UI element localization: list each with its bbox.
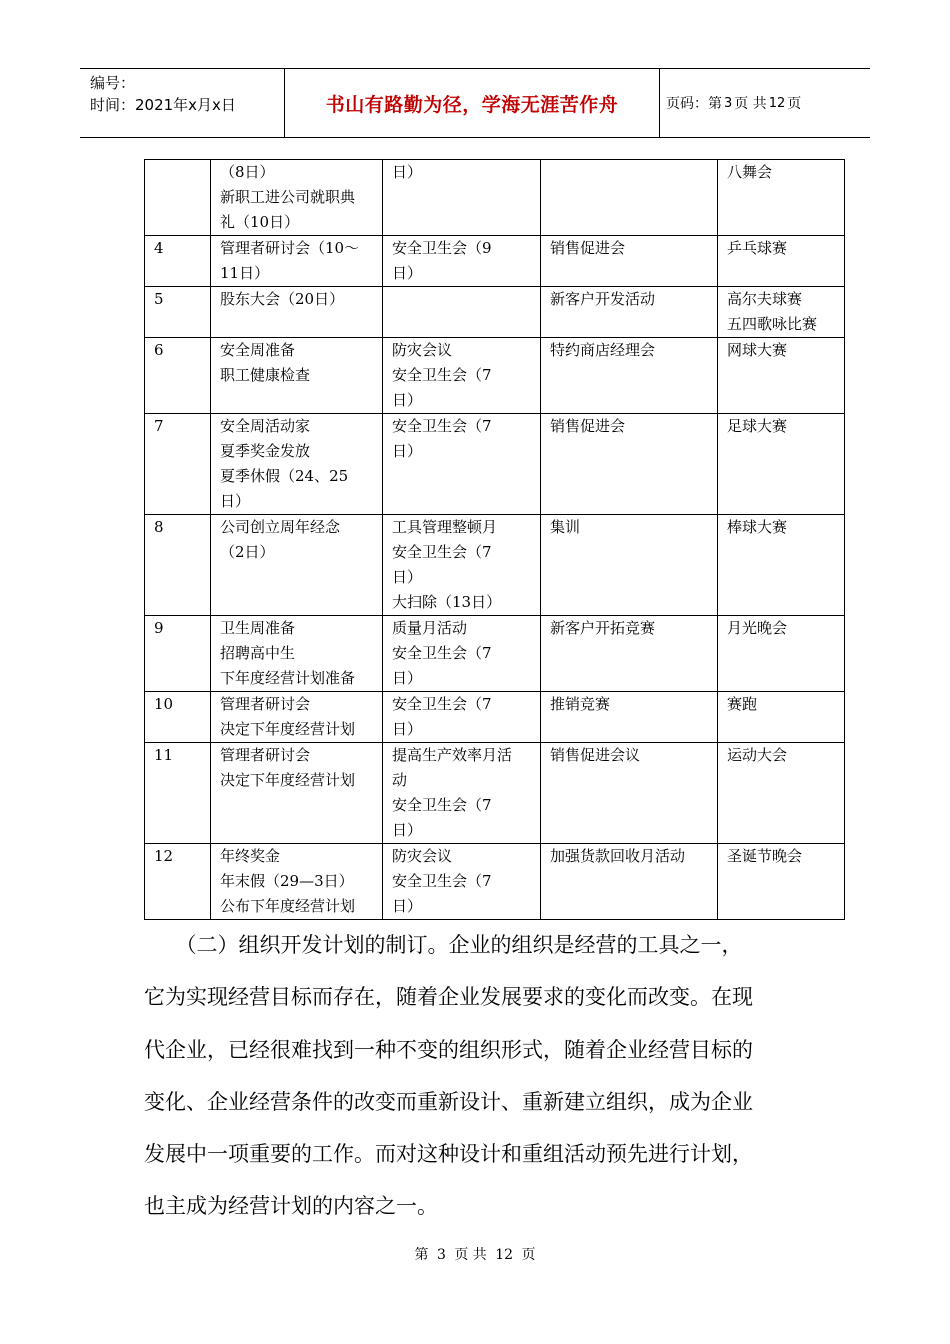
recreation-events-cell: [718, 287, 845, 338]
cell-line: 日）: [392, 391, 423, 409]
table-row: [145, 414, 845, 515]
cell-line: 工具管理整顿月: [392, 518, 498, 536]
cell-line: 月光晚会: [727, 619, 788, 637]
cell-line: 安全卫生会（7: [392, 644, 492, 662]
cell-line: 棒球大赛: [727, 518, 788, 536]
table-row: [145, 616, 845, 692]
cell-line: 日）: [392, 821, 423, 839]
table-body: [145, 160, 845, 920]
cell-line: 高尔夫球赛: [727, 290, 803, 308]
recreation-events-cell: [718, 515, 845, 616]
cell-line: （8日）: [220, 163, 275, 181]
recreation-events-cell: [718, 414, 845, 515]
cell-line: 年末假（29—3日）: [220, 872, 354, 890]
company-events-cell: [211, 160, 383, 236]
cell-line: 安全卫生会（7: [392, 366, 492, 384]
footer-suffix: 页: [521, 1247, 536, 1263]
cell-line: 加强货款回收月活动: [550, 847, 686, 865]
cell-line: 管理者研讨会（10～: [220, 239, 360, 257]
cell-line: 推销竞赛: [550, 695, 611, 713]
month-cell: 10: [145, 692, 211, 743]
table-row: [145, 515, 845, 616]
cell-line: 日）: [392, 264, 423, 282]
cell-line: 年终奖金: [220, 847, 281, 865]
cell-line: 股东大会（20日）: [220, 290, 345, 308]
cell-line: 防灾会议: [392, 341, 453, 359]
safety-events-cell: [383, 844, 541, 920]
cell-line: 安全卫生会（7: [392, 872, 492, 890]
safety-events-cell: [383, 692, 541, 743]
company-events-cell: [211, 844, 383, 920]
safety-events-cell: [383, 236, 541, 287]
company-events-cell: [211, 743, 383, 844]
safety-events-cell: [383, 287, 541, 338]
cell-line: 安全周活动家: [220, 417, 311, 435]
company-events-cell: [211, 616, 383, 692]
cell-line: 日）: [392, 720, 423, 738]
paragraph-line: 发展中一项重要的工作。而对这种设计和重组活动预先进行计划，: [144, 1142, 753, 1167]
page-total: 12: [768, 95, 786, 111]
sales-events-cell: [541, 743, 718, 844]
table-row: [145, 160, 845, 236]
cell-line: 销售促进会: [550, 417, 626, 435]
footer-total: 12: [495, 1247, 514, 1263]
paragraph-line: （二）组织开发计划的制订。企业的组织是经营的工具之一，: [144, 933, 743, 957]
header-page-info: [666, 69, 801, 137]
table-row: [145, 844, 845, 920]
cell-line: 日）: [392, 669, 423, 687]
recreation-events-cell: [718, 236, 845, 287]
table-row: [145, 338, 845, 414]
cell-line: 下年度经营计划准备: [220, 669, 356, 687]
page-footer: [0, 1244, 950, 1264]
safety-events-cell: [383, 414, 541, 515]
cell-line: 公布下年度经营计划: [220, 897, 356, 915]
cell-line: 销售促进会: [550, 239, 626, 257]
cell-line: 日）: [220, 492, 251, 510]
cell-line: 日）: [392, 442, 423, 460]
page-current: 3: [724, 95, 733, 111]
cell-line: 特约商店经理会: [550, 341, 656, 359]
safety-events-cell: [383, 160, 541, 236]
company-events-cell: [211, 287, 383, 338]
cell-line: 11日）: [220, 264, 270, 282]
safety-events-cell: [383, 616, 541, 692]
cell-line: 职工健康检查: [220, 366, 311, 384]
cell-line: 安全卫生会（7: [392, 417, 492, 435]
cell-line: 圣诞节晚会: [727, 847, 803, 865]
sales-events-cell: [541, 844, 718, 920]
company-events-cell: [211, 338, 383, 414]
page-suffix: 页: [787, 96, 802, 112]
cell-line: 网球大赛: [727, 341, 788, 359]
paragraph-line: 代企业，已经很难找到一种不变的组织形式，随着企业经营目标的: [144, 1037, 753, 1062]
paragraph-line: 它为实现经营目标而存在，随着企业发展要求的变化而改变。在现: [144, 985, 753, 1010]
header-motto-cell: [284, 69, 660, 137]
month-cell: 4: [145, 236, 211, 287]
footer-mid: 页 共: [454, 1247, 487, 1263]
paragraph-line: 也主成为经营计划的内容之一。: [144, 1194, 438, 1219]
cell-line: 安全卫生会（9: [392, 239, 492, 257]
cell-line: 决定下年度经营计划: [220, 771, 356, 789]
cell-line: 日）: [392, 897, 423, 915]
page-header: [80, 68, 870, 138]
cell-line: 日）: [392, 163, 423, 181]
company-events-cell: [211, 236, 383, 287]
cell-line: 安全卫生会（7: [392, 695, 492, 713]
cell-line: 五四歌咏比赛: [727, 315, 818, 333]
header-meta: [90, 72, 286, 134]
month-cell: 5: [145, 287, 211, 338]
sales-events-cell: [541, 338, 718, 414]
recreation-events-cell: [718, 338, 845, 414]
cell-line: 日）: [392, 568, 423, 586]
cell-line: 防灾会议: [392, 847, 453, 865]
header-motto: 书山有路勤为径，学海无涯苦作舟: [325, 93, 619, 116]
annual-plan-table: [144, 159, 845, 920]
safety-events-cell: [383, 338, 541, 414]
safety-events-cell: [383, 743, 541, 844]
table-row: [145, 743, 845, 844]
table-row: [145, 236, 845, 287]
cell-line: 销售促进会议: [550, 746, 641, 764]
month-cell: 11: [145, 743, 211, 844]
recreation-events-cell: [718, 743, 845, 844]
month-cell: 9: [145, 616, 211, 692]
sales-events-cell: [541, 287, 718, 338]
sales-events-cell: [541, 236, 718, 287]
cell-line: 提高生产效率月活: [392, 746, 513, 764]
cell-line: 八舞会: [727, 163, 773, 181]
sales-events-cell: [541, 160, 718, 236]
cell-line: 安全周准备: [220, 341, 296, 359]
cell-line: 运动大会: [727, 746, 788, 764]
footer-prefix: 第: [414, 1247, 429, 1263]
sales-events-cell: [541, 414, 718, 515]
cell-line: 安全卫生会（7: [392, 796, 492, 814]
cell-line: 招聘高中生: [220, 644, 296, 662]
page-prefix: 页码：第: [666, 96, 722, 112]
cell-line: 新客户开发活动: [550, 290, 656, 308]
body-paragraph: [144, 919, 794, 1233]
cell-line: 动: [392, 771, 408, 789]
date-label: 时间：2021年x月x日: [90, 96, 236, 114]
company-events-cell: [211, 414, 383, 515]
recreation-events-cell: [718, 160, 845, 236]
cell-line: 公司创立周年经念: [220, 518, 341, 536]
number-label: 编号：: [90, 74, 136, 92]
cell-line: 决定下年度经营计划: [220, 720, 356, 738]
cell-line: 新客户开拓竞赛: [550, 619, 656, 637]
footer-current: 3: [436, 1247, 446, 1263]
company-events-cell: [211, 692, 383, 743]
table-row: [145, 287, 845, 338]
recreation-events-cell: [718, 616, 845, 692]
cell-line: （2日）: [220, 543, 275, 561]
table-row: [145, 692, 845, 743]
cell-line: 新职工进公司就职典: [220, 188, 356, 206]
cell-line: 安全卫生会（7: [392, 543, 492, 561]
company-events-cell: [211, 515, 383, 616]
sales-events-cell: [541, 515, 718, 616]
month-cell: 6: [145, 338, 211, 414]
sales-events-cell: [541, 616, 718, 692]
cell-line: 赛跑: [727, 695, 758, 713]
cell-line: 质量月活动: [392, 619, 468, 637]
month-cell: [145, 160, 211, 236]
cell-line: 足球大赛: [727, 417, 788, 435]
cell-line: 管理者研讨会: [220, 695, 311, 713]
paragraph-line: 变化、企业经营条件的改变而重新设计、重新建立组织，成为企业: [144, 1089, 753, 1114]
cell-line: 卫生周准备: [220, 619, 296, 637]
recreation-events-cell: [718, 692, 845, 743]
month-cell: 7: [145, 414, 211, 515]
cell-line: 夏季休假（24、25: [220, 467, 349, 485]
cell-line: 大扫除（13日）: [392, 593, 502, 611]
safety-events-cell: [383, 515, 541, 616]
month-cell: 12: [145, 844, 211, 920]
cell-line: 管理者研讨会: [220, 746, 311, 764]
cell-line: 礼（10日）: [220, 213, 300, 231]
month-cell: 8: [145, 515, 211, 616]
recreation-events-cell: [718, 844, 845, 920]
cell-line: 乒乓球赛: [727, 239, 788, 257]
page-mid: 页 共: [734, 96, 767, 112]
cell-line: 集训: [550, 518, 581, 536]
cell-line: 夏季奖金发放: [220, 442, 311, 460]
sales-events-cell: [541, 692, 718, 743]
